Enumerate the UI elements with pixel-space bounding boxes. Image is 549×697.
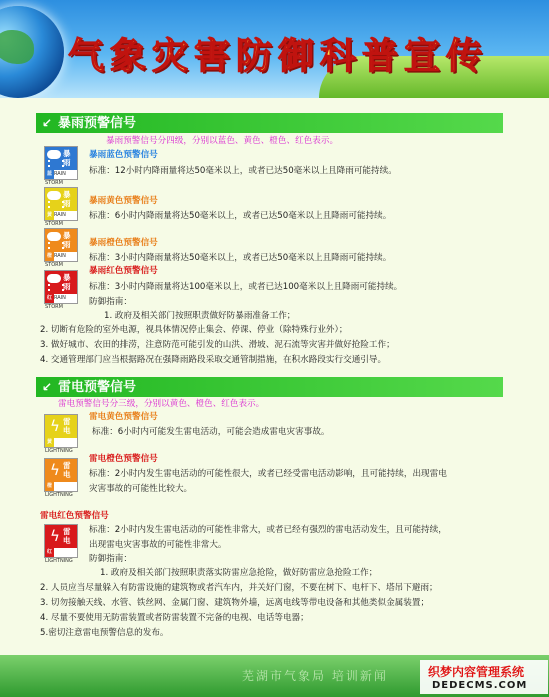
thunder-section-header [36, 377, 503, 397]
thunder-guide-item: 4. 尽量不要使用无防雷装置或者防雷装置不完备的电视、电话等电器； [40, 613, 309, 623]
thunder-orange-icon: ϟ 雷电 橙LIGHTNING [44, 458, 78, 492]
rainstorm-orange-icon: 暴雨 橙 RAIN STORM [44, 228, 78, 262]
thunder-orange-title: 雷电橙色预警信号 [89, 454, 158, 464]
rainstorm-guide-item: 2. 切断有危险的室外电源，视具体情况停止集会、停课、停业（除特殊行业外）； [40, 325, 348, 335]
thunder-red-icon: ϟ 雷电 红LIGHTNING [44, 524, 78, 558]
rainstorm-red-standard: 标准：3小时内降雨量将达100毫米以上，或者已达100毫米以上且降雨可能持续。 [89, 282, 403, 292]
rainstorm-guide-item: 4. 交通管理部门应当根据路况在强降雨路段采取交通管制措施，在积水路段实行交通引导。 [40, 355, 387, 365]
thunder-guide-item: 3. 切勿接触天线、水管、铁丝网、金属门窗、建筑物外墙，远离电线等带电设备和其他类似金属装置； [40, 598, 430, 608]
rainstorm-red-icon: 暴雨 红 RAIN STORM [44, 270, 78, 304]
thunder-intro: 雷电预警信号分三级，分别以黄色、橙色、红色表示。 [58, 399, 265, 409]
thunder-yellow-standard: 标准：6小时内可能发生雷电活动，可能会造成雷电灾害事故。 [92, 427, 330, 437]
thunder-guide-item: 5.密切注意雷电预警信息的发布。 [40, 628, 169, 638]
rainstorm-yellow-icon: 暴雨 黄 RAIN STORM [44, 187, 78, 221]
thunder-header-label: 雷电预警信号 [58, 380, 137, 395]
footer-text: 芜湖市气象局 培训新闻 [242, 669, 388, 683]
thunder-orange-standard-cont: 灾害事故的可能性比较大。 [89, 484, 193, 494]
thunder-red-standard: 标准：2小时内发生雷电活动的可能性非常大，或者已经有强烈的雷电活动发生，且可能持续， [89, 525, 447, 535]
arrow-icon: ↙ [41, 116, 53, 130]
rainstorm-intro: 暴雨预警信号分四级，分别以蓝色、黄色、橙色、红色表示。 [106, 136, 339, 146]
rainstorm-guide-title: 防御指南： [89, 297, 132, 307]
watermark-title: 织梦内容管理系统 [428, 665, 525, 679]
thunder-guide-item: 1. 政府及相关部门按照职责落实防雷应急抢险，做好防雷应急抢险工作； [100, 568, 378, 578]
rainstorm-guide-item: 1. 政府及相关部门按照职责做好防暴雨准备工作； [104, 311, 296, 321]
rainstorm-blue-standard: 标准：12小时内降雨量将达50毫米以上，或者已达50毫米以上且降雨可能持续。 [89, 166, 397, 176]
rainstorm-orange-standard: 标准：3小时内降雨量将达50毫米以上，或者已达50毫米以上且降雨可能持续。 [89, 253, 392, 263]
banner [0, 0, 549, 98]
thunder-yellow-title: 雷电黄色预警信号 [89, 412, 158, 422]
page-title: 气象灾害防御科普宣传 [67, 36, 488, 77]
thunder-yellow-icon: ϟ 雷电 黄LIGHTNING [44, 414, 78, 448]
thunder-orange-standard: 标准：2小时内发生雷电活动的可能性很大，或者已经受雷电活动影响，且可能持续，出现雷电 [89, 469, 447, 479]
rainstorm-yellow-standard: 标准：6小时内降雨量将达50毫米以上，或者已达50毫米以上且降雨可能持续。 [89, 211, 392, 221]
rainstorm-section-header [36, 113, 503, 133]
rainstorm-header-label: 暴雨预警信号 [58, 116, 137, 131]
rainstorm-blue-title: 暴雨蓝色预警信号 [89, 150, 158, 160]
thunder-guide-item: 2. 人员应当尽量躲入有防雷设施的建筑物或者汽车内，并关好门窗，不要在树下、电杆下、塔吊下避雨； [40, 583, 438, 593]
rainstorm-guide-item: 3. 做好城市、农田的排涝，注意防范可能引发的山洪、滑坡、泥石流等灾害并做好抢险工作； [40, 340, 395, 350]
thunder-red-standard-cont: 出现雷电灾害事故的可能性非常大。 [89, 540, 227, 550]
rainstorm-red-title: 暴雨红色预警信号 [89, 266, 158, 276]
rainstorm-yellow-title: 暴雨黄色预警信号 [89, 196, 158, 206]
rainstorm-orange-title: 暴雨橙色预警信号 [89, 238, 158, 248]
thunder-guide-title: 防御指南： [89, 554, 132, 564]
arrow-icon: ↙ [41, 380, 53, 394]
thunder-red-title: 雷电红色预警信号 [40, 511, 109, 521]
watermark-url: DEDECMS.COM [432, 680, 528, 691]
rainstorm-blue-icon: 暴雨 蓝 RAIN STORM [44, 146, 78, 180]
